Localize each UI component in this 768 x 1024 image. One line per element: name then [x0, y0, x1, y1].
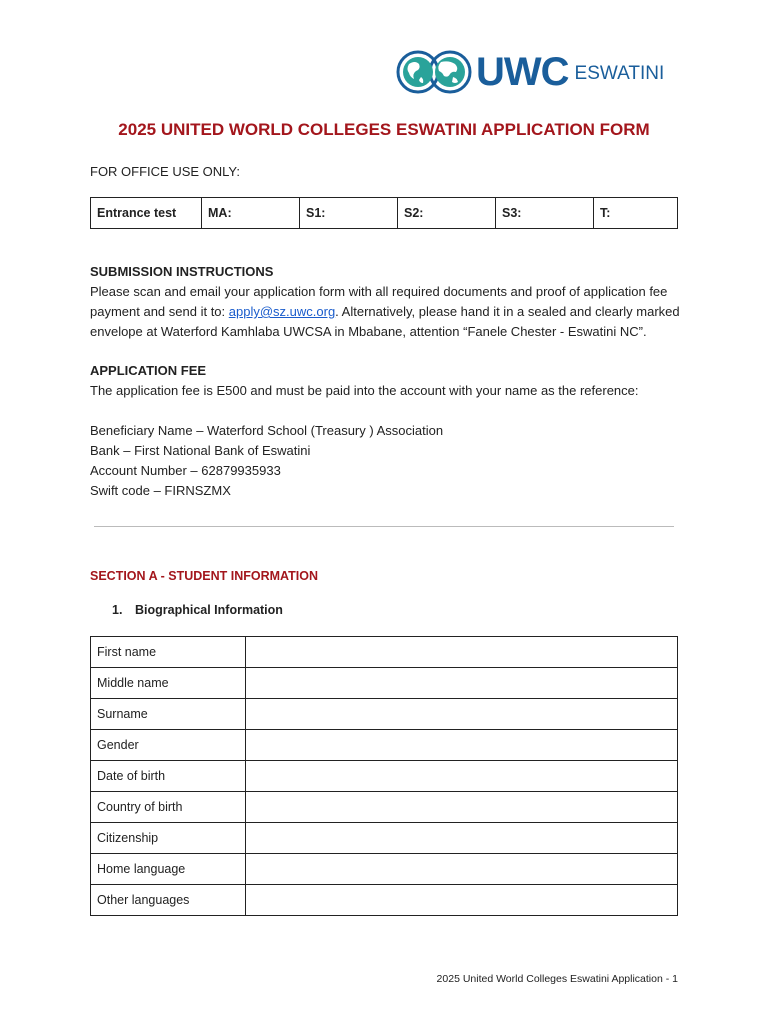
- field-label: Other languages: [91, 885, 246, 916]
- fee-beneficiary: Beneficiary Name – Waterford School (Treasury ) Association: [90, 423, 444, 438]
- logo-wordmark: UWC: [476, 50, 569, 94]
- office-cell-s2[interactable]: S2:: [398, 198, 496, 229]
- table-row: [91, 637, 678, 668]
- field-label: First name: [91, 637, 246, 668]
- subsection-number: 1.: [112, 603, 123, 617]
- gender-input[interactable]: [246, 730, 678, 761]
- home-language-input[interactable]: [246, 854, 678, 885]
- office-cell-s3[interactable]: S3:: [496, 198, 594, 229]
- field-label: Country of birth: [91, 792, 246, 823]
- table-row: [91, 699, 678, 730]
- submission-line-2: [90, 302, 680, 322]
- middle-name-input[interactable]: [246, 668, 678, 699]
- logo-country: ESWATINI: [574, 63, 665, 84]
- fee-bank: Bank – First National Bank of Eswatini: [90, 443, 311, 458]
- first-name-input[interactable]: [246, 637, 678, 668]
- field-label: Gender: [91, 730, 246, 761]
- date-of-birth-input[interactable]: [246, 761, 678, 792]
- submission-line-2-suffix: . Alternatively, please hand it in a sealed and clearly marked: [335, 304, 680, 319]
- table-row: [91, 761, 678, 792]
- table-row: [91, 823, 678, 854]
- subsection-label: Biographical Information: [135, 603, 283, 617]
- table-row: [91, 885, 678, 916]
- office-cell-s1[interactable]: S1:: [300, 198, 398, 229]
- biographical-table: [90, 636, 678, 916]
- divider: [94, 526, 674, 527]
- submission-line-1: Please scan and email your application form with all required documents and proof of application fee: [90, 284, 668, 299]
- table-row: [91, 198, 678, 229]
- page-footer: 2025 United World Colleges Eswatini Application - 1: [436, 972, 678, 985]
- office-cell-t[interactable]: T:: [594, 198, 678, 229]
- uwc-logo: [396, 48, 664, 96]
- fee-line-1: The application fee is E500 and must be paid into the account with your name as the reference:: [90, 383, 639, 398]
- table-row: [91, 730, 678, 761]
- fee-account: Account Number – 62879935933: [90, 463, 281, 478]
- field-label: Citizenship: [91, 823, 246, 854]
- page-title: 2025 UNITED WORLD COLLEGES ESWATINI APPLICATION FORM: [118, 120, 650, 139]
- office-cell-ma[interactable]: MA:: [202, 198, 300, 229]
- other-languages-input[interactable]: [246, 885, 678, 916]
- submission-line-3: envelope at Waterford Kamhlaba UWCSA in Mbabane, attention “Fanele Chester - Eswatini NC”.: [90, 324, 647, 339]
- fee-swift: Swift code – FIRNSZMX: [90, 483, 231, 498]
- fee-heading: APPLICATION FEE: [90, 363, 207, 378]
- submission-heading: SUBMISSION INSTRUCTIONS: [90, 264, 274, 279]
- table-row: [91, 854, 678, 885]
- email-link[interactable]: apply@sz.uwc.org: [228, 304, 336, 319]
- submission-line-2-prefix: payment and send it to:: [90, 304, 229, 319]
- globe-icon: [396, 49, 472, 95]
- table-row: [91, 792, 678, 823]
- office-use-label: FOR OFFICE USE ONLY:: [90, 164, 241, 179]
- citizenship-input[interactable]: [246, 823, 678, 854]
- field-label: Surname: [91, 699, 246, 730]
- section-a-title: SECTION A - STUDENT INFORMATION: [90, 569, 318, 583]
- office-cell-entrance-test: Entrance test: [91, 198, 202, 229]
- subsection-title: [112, 600, 283, 620]
- table-row: [91, 668, 678, 699]
- field-label: Middle name: [91, 668, 246, 699]
- country-of-birth-input[interactable]: [246, 792, 678, 823]
- field-label: Home language: [91, 854, 246, 885]
- surname-input[interactable]: [246, 699, 678, 730]
- office-use-table: [90, 197, 678, 229]
- field-label: Date of birth: [91, 761, 246, 792]
